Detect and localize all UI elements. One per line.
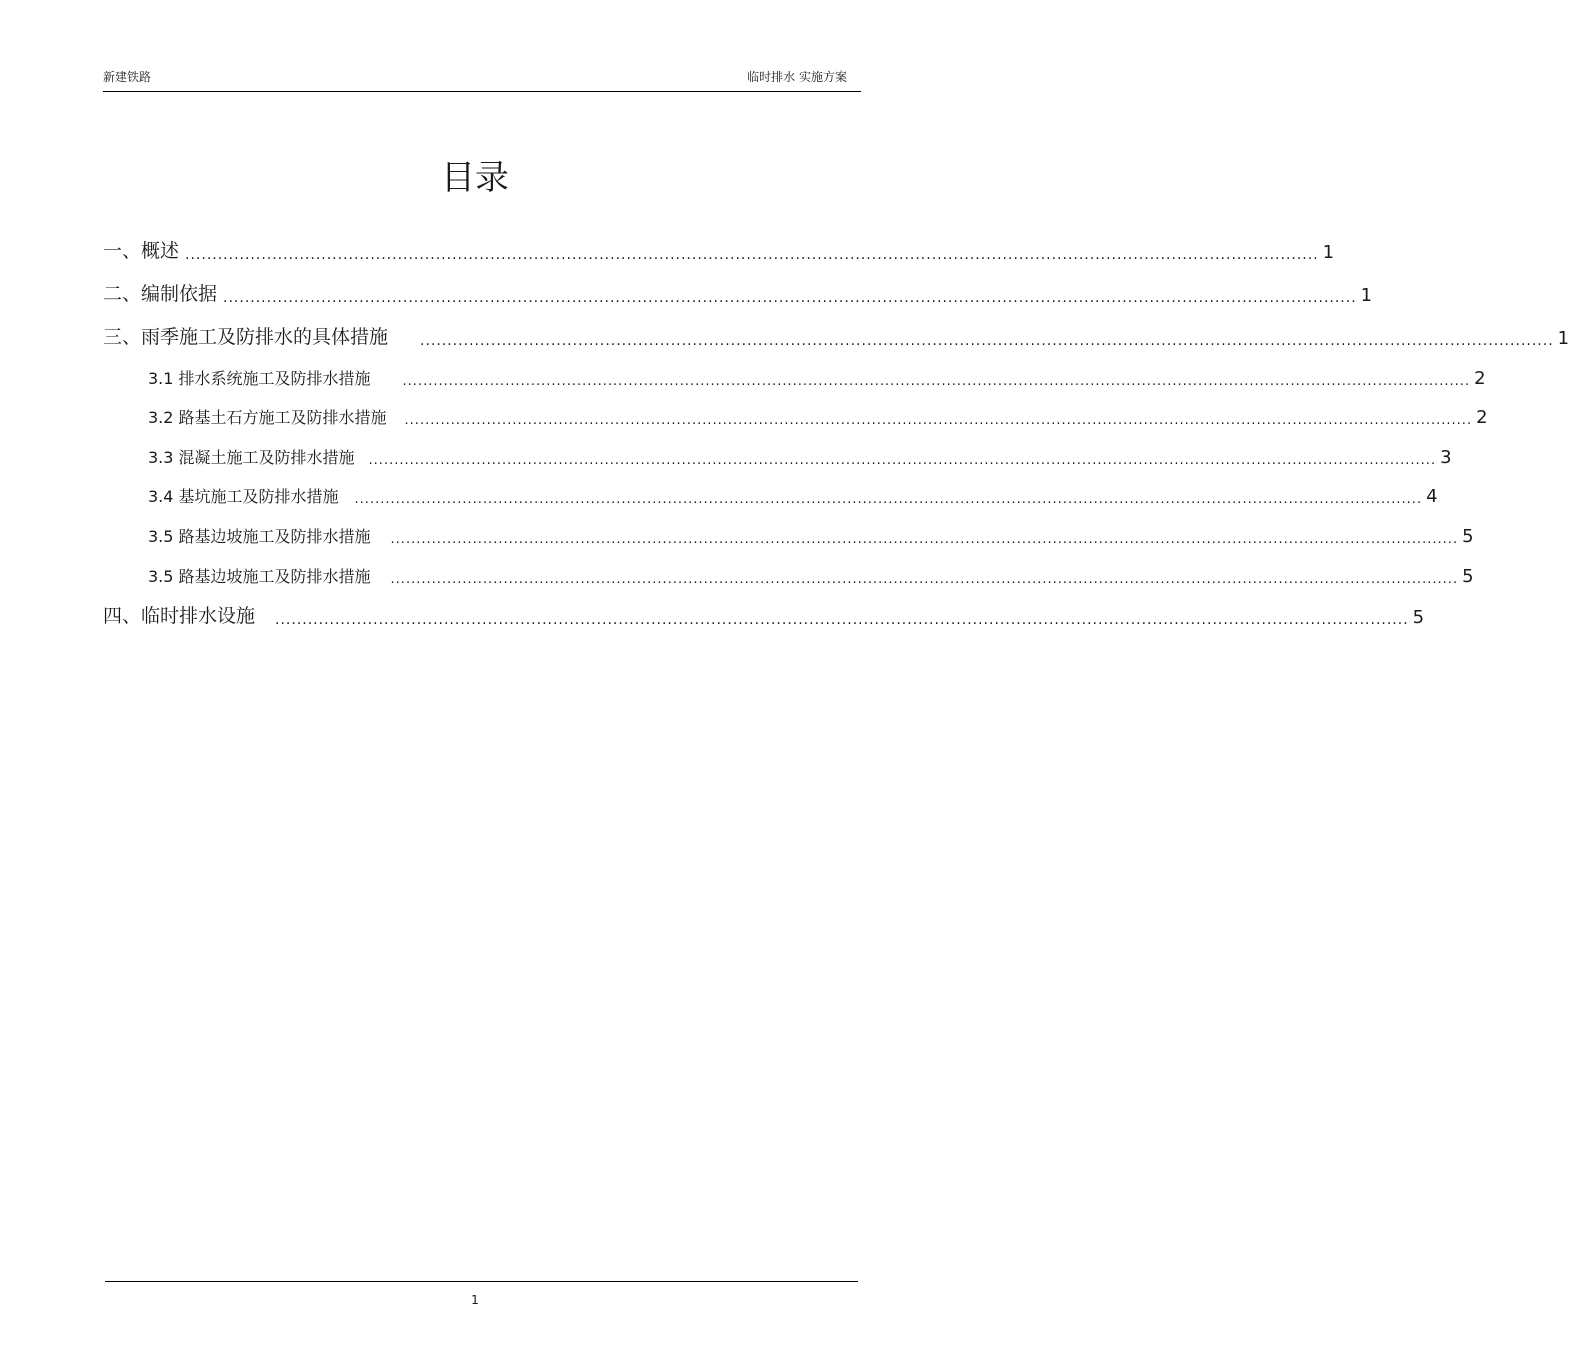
- toc-entry-page: 1: [1360, 285, 1373, 306]
- toc-dot-leader: ................................................................................................................................................................................................................: [420, 333, 1554, 349]
- page-title: 目录: [441, 158, 509, 198]
- toc-entry-label: 3.3 混凝土施工及防排水措施: [148, 448, 355, 467]
- toc-entry[interactable]: [148, 484, 1438, 507]
- toc-entry-label: 二、编制依据: [103, 283, 218, 305]
- toc-entry[interactable]: [148, 445, 1452, 468]
- toc-dot-leader: ................................................................................................................................................................................................................: [354, 492, 1423, 507]
- toc-entry-page: 5: [1462, 566, 1474, 587]
- toc-entry-label: 四、临时排水设施: [103, 605, 256, 627]
- toc-entry[interactable]: [148, 366, 1486, 389]
- footer-page-number: 1: [471, 1293, 479, 1307]
- toc-entry-label: 3.4 基坑施工及防排水措施: [148, 487, 339, 506]
- toc-entry[interactable]: [148, 405, 1488, 428]
- toc-entry[interactable]: [103, 601, 1425, 628]
- toc-dot-leader: ................................................................................................................................................................................................................: [390, 572, 1459, 587]
- toc-entry-page: 5: [1412, 607, 1425, 628]
- toc-dot-leader: ................................................................................................................................................................................................................: [368, 453, 1437, 468]
- toc-dot-leader: ................................................................................................................................................................................................................: [185, 247, 1319, 263]
- header-right-text: 临时排水 实施方案: [747, 70, 847, 84]
- toc-entry-page: 2: [1476, 407, 1488, 428]
- toc-entry-label: 3.5 路基边坡施工及防排水措施: [148, 527, 371, 546]
- footer-rule: [105, 1281, 858, 1282]
- toc-entry[interactable]: [148, 524, 1474, 547]
- toc-entry[interactable]: [103, 279, 1373, 306]
- toc-dot-leader: ................................................................................................................................................................................................................: [275, 612, 1409, 628]
- header-rule: [103, 91, 861, 92]
- toc-entry-label: 一、概述: [103, 240, 180, 262]
- toc-dot-leader: ................................................................................................................................................................................................................: [404, 413, 1473, 428]
- toc-entry-page: 1: [1322, 242, 1335, 263]
- toc-entry-label: 三、雨季施工及防排水的具体措施: [103, 326, 389, 348]
- toc-entry-label: 3.2 路基土石方施工及防排水措施: [148, 408, 387, 427]
- toc-entry-page: 1: [1557, 328, 1569, 349]
- toc-entry-label: 3.1 排水系统施工及防排水措施: [148, 369, 371, 388]
- toc-dot-leader: ................................................................................................................................................................................................................: [402, 374, 1471, 389]
- toc-entry[interactable]: [103, 322, 1569, 349]
- toc-entry-page: 4: [1426, 486, 1438, 507]
- toc-dot-leader: ................................................................................................................................................................................................................: [390, 532, 1459, 547]
- toc-entry-page: 2: [1474, 368, 1486, 389]
- toc-entry-page: 5: [1462, 526, 1474, 547]
- toc-dot-leader: ................................................................................................................................................................................................................: [223, 290, 1357, 306]
- toc-entry-label: 3.5 路基边坡施工及防排水措施: [148, 567, 371, 586]
- header-left-text: 新建铁路: [103, 70, 152, 84]
- toc-entry-page: 3: [1440, 447, 1452, 468]
- toc-entry[interactable]: [103, 236, 1335, 263]
- toc-entry[interactable]: [148, 564, 1474, 587]
